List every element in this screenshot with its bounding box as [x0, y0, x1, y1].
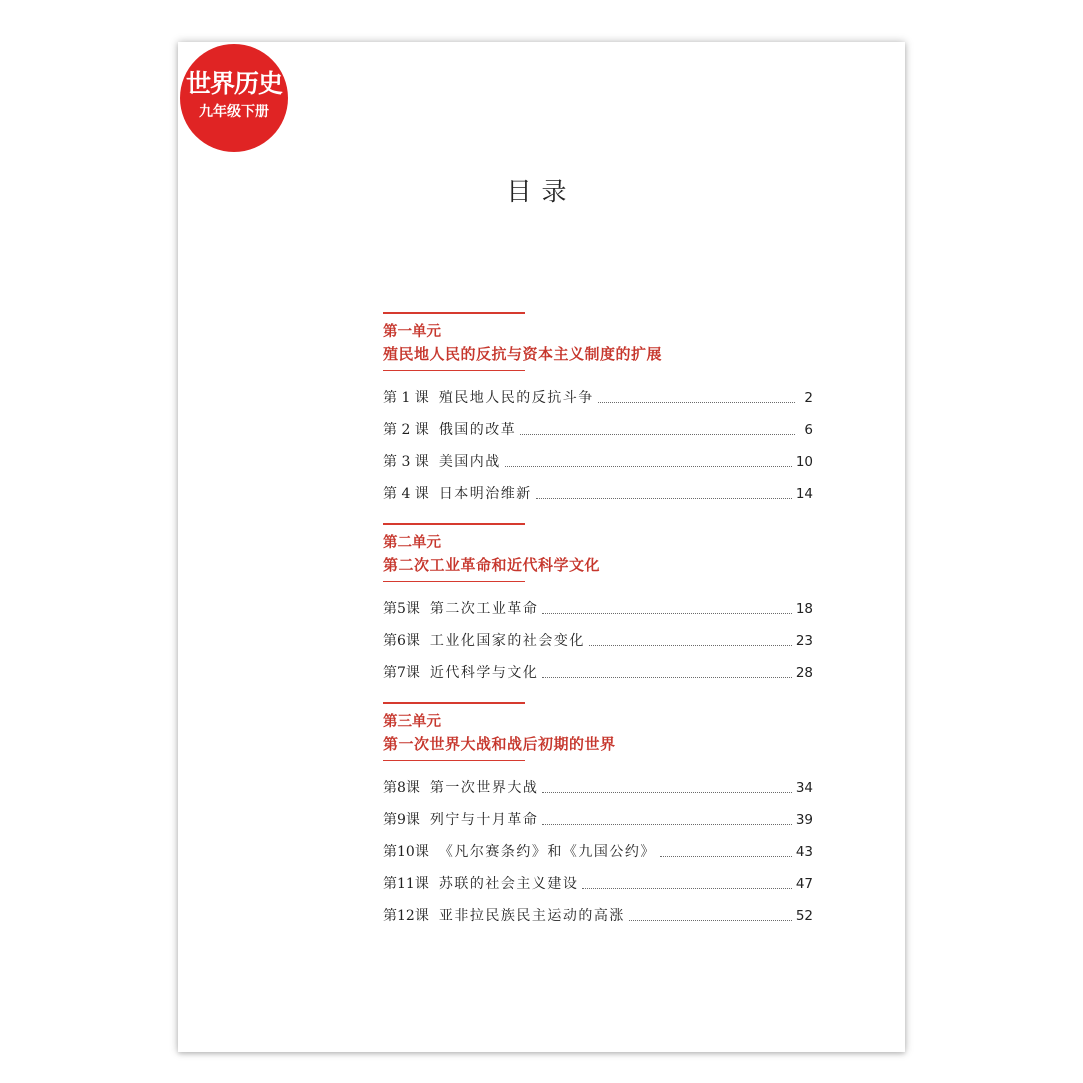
page-title: 目录 — [506, 177, 577, 206]
divider — [383, 702, 525, 704]
toc-entry[interactable] — [383, 473, 813, 505]
badge-subtitle: 九年级下册 — [199, 104, 269, 120]
page-number: 2 — [804, 390, 813, 406]
unit-3 — [383, 702, 813, 927]
dot-leader — [582, 888, 791, 889]
unit-title: 第二次工业革命和近代科学文化 — [383, 555, 601, 574]
page-number: 18 — [795, 601, 813, 617]
lesson-title: 《凡尔赛条约》和《九国公约》 — [438, 844, 656, 860]
toc-entry[interactable] — [383, 895, 813, 927]
lesson-title: 殖民地人民的反抗斗争 — [438, 390, 594, 406]
unit-title: 殖民地人民的反抗与资本主义制度的扩展 — [383, 344, 663, 363]
lesson-number: 第 3 课 — [383, 454, 429, 470]
page-number: 14 — [795, 486, 813, 502]
lesson-title: 第二次工业革命 — [429, 601, 539, 617]
dot-leader — [542, 613, 791, 614]
lesson-title: 俄国的改革 — [438, 422, 517, 438]
lesson-number: 第 1 课 — [383, 390, 429, 406]
toc-entry[interactable] — [383, 377, 813, 409]
divider — [383, 523, 525, 525]
unit-1 — [383, 312, 813, 505]
dot-leader — [536, 498, 792, 499]
toc-entry[interactable] — [383, 652, 813, 684]
divider — [383, 370, 525, 372]
lesson-title: 苏联的社会主义建设 — [438, 876, 579, 892]
lesson-number: 第10课 — [383, 844, 429, 860]
page-number: 6 — [804, 422, 813, 438]
lesson-number: 第12课 — [383, 908, 429, 924]
divider — [383, 760, 525, 762]
unit-label: 第一单元 — [383, 322, 441, 340]
book-title-badge — [180, 44, 288, 152]
page-number: 47 — [795, 876, 813, 892]
table-of-contents — [383, 312, 813, 945]
divider — [383, 581, 525, 583]
lesson-number: 第6课 — [383, 633, 420, 649]
lesson-number: 第5课 — [383, 601, 420, 617]
page-number: 28 — [795, 665, 813, 681]
dot-leader — [589, 645, 792, 646]
toc-entry[interactable] — [383, 831, 813, 863]
unit-label: 第三单元 — [383, 712, 441, 730]
unit-title: 第一次世界大战和战后初期的世界 — [383, 734, 616, 753]
lesson-title: 列宁与十月革命 — [429, 812, 539, 828]
page-number: 43 — [795, 844, 813, 860]
toc-entry[interactable] — [383, 863, 813, 895]
lesson-number: 第 4 课 — [383, 486, 429, 502]
unit-2 — [383, 523, 813, 684]
lesson-title: 第一次世界大战 — [429, 780, 539, 796]
lesson-number: 第7课 — [383, 665, 420, 681]
page-number: 34 — [795, 780, 813, 796]
lesson-number: 第11课 — [383, 876, 429, 892]
lesson-title: 亚非拉民族民主运动的高涨 — [438, 908, 625, 924]
page-number: 39 — [795, 812, 813, 828]
lesson-title: 工业化国家的社会变化 — [429, 633, 585, 649]
toc-entry[interactable] — [383, 441, 813, 473]
lesson-number: 第 2 课 — [383, 422, 429, 438]
lesson-title: 日本明治维新 — [438, 486, 532, 502]
page-number: 23 — [795, 633, 813, 649]
lesson-title: 近代科学与文化 — [429, 665, 539, 681]
dot-leader — [542, 677, 791, 678]
lesson-title: 美国内战 — [438, 454, 501, 470]
toc-entry[interactable] — [383, 409, 813, 441]
dot-leader — [660, 856, 792, 857]
dot-leader — [629, 920, 792, 921]
page-number: 52 — [795, 908, 813, 924]
badge-title: 世界历史 — [185, 69, 282, 98]
toc-entry[interactable] — [383, 588, 813, 620]
lesson-number: 第9课 — [383, 812, 420, 828]
dot-leader — [542, 792, 791, 793]
unit-label: 第二单元 — [383, 533, 441, 551]
dot-leader — [520, 434, 795, 435]
toc-entry[interactable] — [383, 620, 813, 652]
dot-leader — [542, 824, 791, 825]
dot-leader — [505, 466, 792, 467]
toc-entry[interactable] — [383, 767, 813, 799]
divider — [383, 312, 525, 314]
lesson-number: 第8课 — [383, 780, 420, 796]
page-number: 10 — [795, 454, 813, 470]
dot-leader — [598, 402, 795, 403]
toc-entry[interactable] — [383, 799, 813, 831]
